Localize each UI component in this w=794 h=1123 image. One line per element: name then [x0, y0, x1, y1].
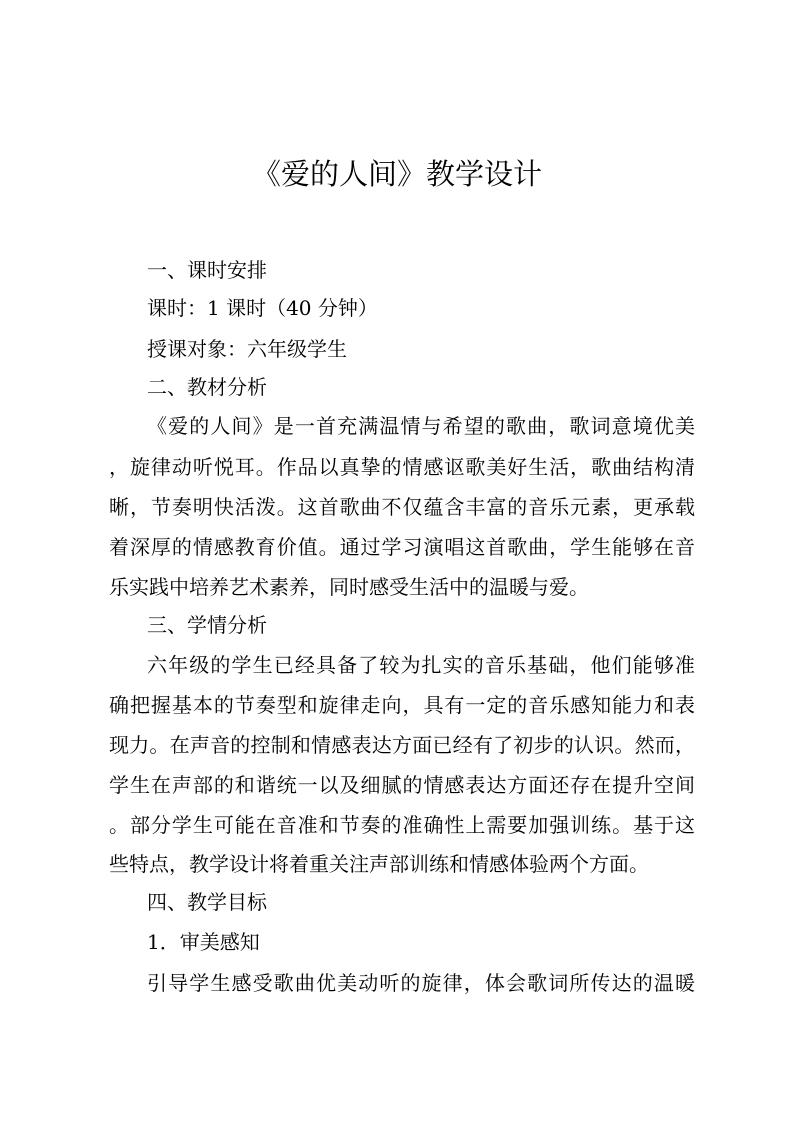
class-hours-text: 课时：1 课时（40 分钟）	[147, 296, 378, 320]
paragraph-line: 晰，节奏明快活泼。这首歌曲不仅蕴含丰富的音乐元素，更承载	[109, 495, 695, 519]
paragraph-line: 些特点，教学设计将着重关注声部训练和情感体验两个方面。	[109, 852, 649, 876]
paragraph-line: 着深厚的情感教育价值。通过学习演唱这首歌曲，学生能够在音	[109, 535, 695, 559]
section-heading-objectives: 四、教学目标	[147, 890, 267, 914]
paragraph-line: 《爱的人间》是一首充满温情与希望的歌曲，歌词意境优美	[147, 414, 695, 438]
paragraph-line: 乐实践中培养艺术素养，同时感受生活中的温暖与爱。	[109, 575, 589, 599]
subsection-heading-aesthetic: 1．审美感知	[147, 930, 260, 954]
section-heading-material: 二、教材分析	[147, 375, 267, 399]
document-title: 《爱的人间》教学设计	[251, 157, 542, 191]
paragraph-line: 引导学生感受歌曲优美动听的旋律，体会歌词所传达的温暖	[147, 971, 695, 995]
paragraph-line: 学生在声部的和谐统一以及细腻的情感表达方面还存在提升空间	[109, 773, 695, 797]
paragraph-line: 六年级的学生已经具备了较为扎实的音乐基础，他们能够准	[147, 653, 695, 677]
paragraph-line: 确把握基本的节奏型和旋律走向，具有一定的音乐感知能力和表	[109, 693, 695, 717]
paragraph-line: 现力。在声音的控制和情感表达方面已经有了初步的认识。然而，	[109, 733, 695, 757]
section-heading-students: 三、学情分析	[147, 613, 267, 637]
audience-text: 授课对象：六年级学生	[147, 337, 347, 361]
paragraph-line: 。部分学生可能在音准和节奏的准确性上需要加强训练。基于这	[109, 813, 695, 837]
section-heading-schedule: 一、课时安排	[147, 258, 267, 282]
paragraph-line: ，旋律动听悦耳。作品以真挚的情感讴歌美好生活，歌曲结构清	[109, 455, 695, 479]
